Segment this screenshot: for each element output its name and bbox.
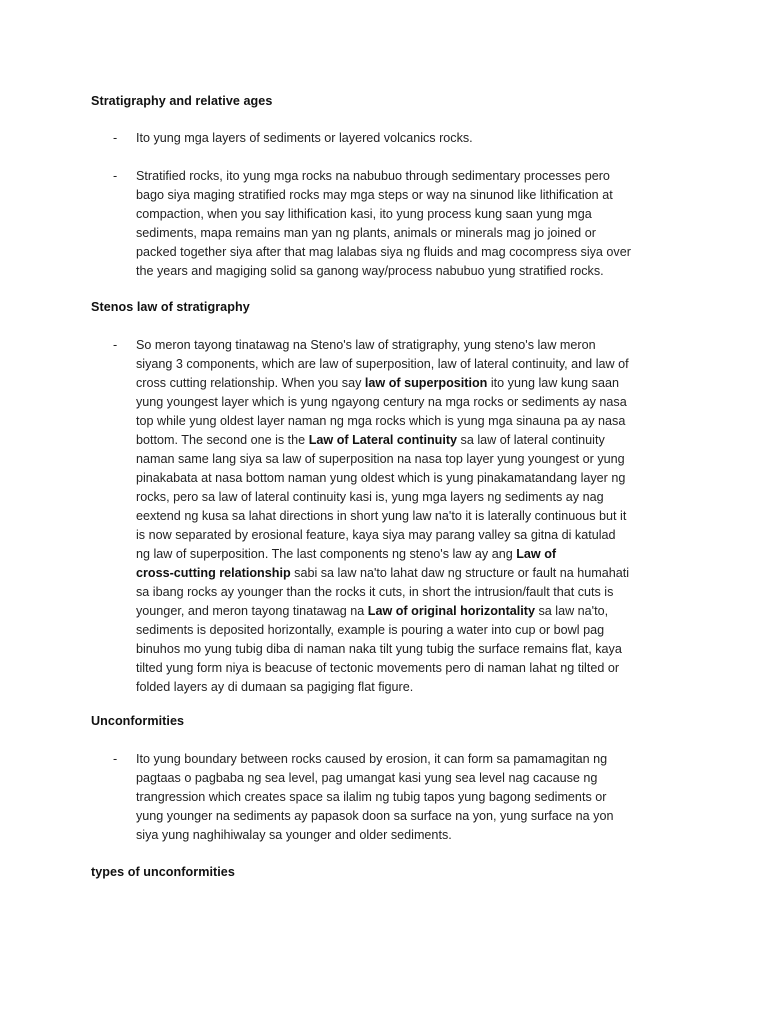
text-run: top while yung oldest layer naman ng mga rocks which is yung mga sinauna pa ay nasa — [136, 414, 626, 428]
bold-term: Law of — [516, 547, 557, 561]
text-line — [136, 243, 684, 262]
text-run: tilted yung form niya is beacuse of tectonic movements pero di naman lahat ng tilted or — [136, 661, 620, 675]
text-line — [136, 769, 684, 788]
text-run: bottom. The second one is the — [136, 433, 309, 447]
text-line — [136, 393, 684, 412]
text-run: binuhos mo yung tubig diba di naman naka tilt yung tubig the surface remains flat, kaya — [136, 642, 622, 656]
text-run: ng law of superposition. The last components ng steno's law ay ang — [136, 547, 517, 561]
text-line — [136, 224, 684, 243]
bold-term: law of superposition — [364, 376, 488, 390]
text-run: pinakabata at nasa bottom naman yung oldest which is yung pinakamatandang layer ng — [136, 471, 626, 485]
text-line — [136, 545, 684, 564]
text-run: Ito yung boundary between rocks caused by erosion, it can form sa pamamagitan ng — [136, 752, 608, 766]
bullet-text — [136, 750, 684, 845]
text-run: siya yung naghihiwalay sa younger and older sediments. — [136, 828, 452, 842]
text-line — [136, 129, 684, 148]
text-line — [136, 412, 684, 431]
text-line — [136, 488, 684, 507]
section-heading: Stratigraphy and relative ages — [91, 94, 273, 108]
text-line — [136, 450, 684, 469]
text-line — [136, 355, 684, 374]
text-line — [136, 564, 684, 583]
text-line — [136, 621, 684, 640]
text-run: naman same lang siya sa law of superposition na nasa top layer yung youngest or yung — [136, 452, 625, 466]
text-line — [136, 826, 684, 845]
text-run: siyang 3 components, which are law of superposition, law of lateral continuity, and law of — [136, 357, 629, 371]
text-run: is now separated by erosional feature, kaya siya may parang valley sa gitna di katulad — [136, 528, 616, 542]
text-line — [136, 678, 684, 697]
text-line — [136, 788, 684, 807]
text-run: pagtaas o pagbaba ng sea level, pag umangat kasi yung sea level nag cacause ng — [136, 771, 598, 785]
section-heading: Stenos law of stratigraphy — [91, 300, 250, 314]
text-run: Stratified rocks, ito yung mga rocks na nabubuo through sedimentary processes pero — [136, 169, 610, 183]
text-line — [136, 167, 684, 186]
text-run: So meron tayong tinatawag na Steno's law of stratigraphy, yung steno's law meron — [136, 338, 596, 352]
text-run: the years and magiging solid sa ganong way/process nabubuo yung stratified rocks. — [136, 264, 604, 278]
text-run: sabi sa law na'to lahat daw ng structure or fault na humahati — [290, 566, 630, 580]
text-run: packed together siya after that mag lalabas siya ng fluids and mag cocompress siya over — [136, 245, 631, 259]
text-run: yung younger na sediments ay papasok doon sa surface na yon, yung surface na yon — [136, 809, 614, 823]
text-run: sa ibang rocks ay younger than the rocks it cuts, in short the intrusion/fault that cuts is — [136, 585, 614, 599]
text-line — [136, 659, 684, 678]
bullet-dash: - — [113, 338, 118, 352]
text-line — [136, 583, 684, 602]
text-line — [136, 750, 684, 769]
text-run: sa law of lateral continuity — [457, 433, 605, 447]
bullet-dash: - — [113, 169, 118, 183]
text-run: rocks, pero sa law of lateral continuity kasi is, yung mga layers ng sediments ay nag — [136, 490, 604, 504]
bullet-dash: - — [113, 131, 118, 145]
text-line — [136, 526, 684, 545]
text-line — [136, 186, 684, 205]
text-run: younger, and meron tayong tinatawag na — [136, 604, 368, 618]
text-run: cross cutting relationship. When you say — [136, 376, 365, 390]
bold-term: Law of original horizontality — [367, 604, 535, 618]
section-heading: types of unconformities — [91, 865, 235, 879]
bullet-text — [136, 336, 684, 697]
text-run: yung youngest layer which is yung ngayong century na mga rocks or sediments ay nasa — [136, 395, 627, 409]
text-line — [136, 431, 684, 450]
text-run: bago siya maging stratified rocks may mga steps or way na sinunod like lithification at — [136, 188, 613, 202]
bullet-text — [136, 129, 684, 148]
text-run: eextend ng kusa sa lahat directions in short yung law na'to it is laterally continuous but it — [136, 509, 627, 523]
text-run: sediments is deposited horizontally, example is pouring a water into cup or bowl pag — [136, 623, 605, 637]
text-run: Ito yung mga layers of sediments or layered volcanics rocks. — [136, 131, 473, 145]
text-line — [136, 262, 684, 281]
text-run: compaction, when you say lithification kasi, ito yung process kung saan yung mga — [136, 207, 592, 221]
text-line — [136, 205, 684, 224]
bullet-text — [136, 167, 684, 281]
text-line — [136, 602, 684, 621]
text-run: sediments, mapa remains man yan ng plants, animals or minerals mag jo joined or — [136, 226, 596, 240]
bold-term: cross-cutting relationship — [136, 566, 291, 580]
text-line — [136, 807, 684, 826]
text-line — [136, 469, 684, 488]
text-line — [136, 374, 684, 393]
section-heading: Unconformities — [91, 714, 185, 728]
text-run: ito yung law kung saan — [487, 376, 619, 390]
text-line — [136, 507, 684, 526]
text-run: trangression which creates space sa ilalim ng tubig tapos yung bagong sediments or — [136, 790, 607, 804]
text-line — [136, 336, 684, 355]
bold-term: Law of Lateral continuity — [308, 433, 458, 447]
text-run: folded layers ay di dumaan sa pagiging flat figure. — [136, 680, 414, 694]
bullet-dash: - — [113, 752, 118, 766]
text-line — [136, 640, 684, 659]
text-run: sa law na'to, — [534, 604, 609, 618]
